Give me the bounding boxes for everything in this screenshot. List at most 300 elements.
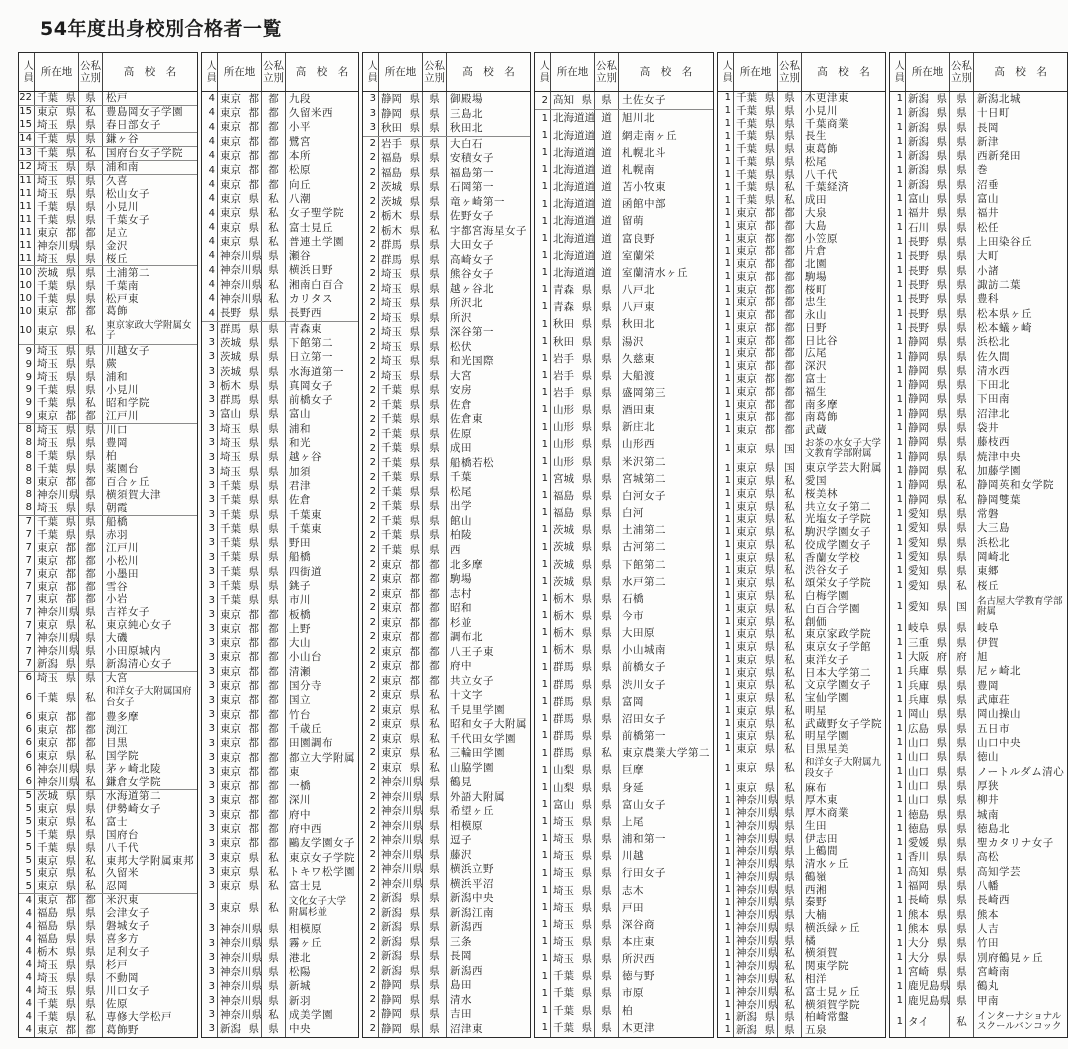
table-row [718, 411, 885, 424]
row-count: 4 [202, 206, 218, 220]
row-school: 東葛飾 [805, 143, 838, 156]
row-school: 明星学園 [805, 730, 849, 743]
row-count: 2 [363, 645, 379, 660]
row-prefecture: 埼玉 [381, 268, 402, 281]
row-type: 都 [79, 593, 103, 606]
row-location [906, 564, 950, 578]
row-type: 都 [262, 178, 286, 192]
row-prefecture: 岩手 [381, 137, 402, 150]
table-row [19, 502, 197, 515]
table-row [19, 92, 197, 105]
row-prefecture-suffix: 道 [584, 181, 595, 194]
row-count: 3 [202, 465, 218, 479]
row-count: 3 [363, 121, 379, 136]
row-school: 伊賀 [977, 636, 999, 649]
row-school: 宮城第二 [622, 472, 666, 485]
row-type: 県 [778, 820, 802, 833]
row-count: 3 [202, 1022, 218, 1036]
row-school: 富山 [977, 193, 999, 206]
row-location [734, 1024, 778, 1037]
row-school: 文化女子大学附属杉並 [289, 896, 347, 918]
row-count: 3 [363, 107, 379, 122]
row-type: 県 [950, 164, 974, 178]
row-prefecture: 千葉 [37, 397, 58, 410]
row-type: 県 [595, 968, 619, 985]
row-count: 3 [202, 765, 218, 779]
row-prefecture-suffix: 県 [65, 933, 76, 946]
row-location [734, 603, 778, 616]
row-prefecture: 秋田 [553, 335, 574, 348]
table-row [202, 679, 358, 693]
table-row [890, 335, 1067, 349]
row-prefecture: 静岡 [908, 336, 929, 349]
row-school: 大宮 [106, 672, 128, 685]
row-count: 4 [202, 135, 218, 149]
table-row [535, 230, 713, 247]
row-location [379, 456, 423, 471]
row-school: 岐阜 [977, 622, 999, 635]
row-school: 湘南白百合 [289, 278, 344, 291]
row-type: 県 [950, 894, 974, 908]
row-type: 県 [423, 311, 447, 326]
row-prefecture: 東京 [220, 207, 241, 220]
table-row [363, 485, 530, 500]
table-row [890, 378, 1067, 392]
row-location [906, 407, 950, 421]
header-school: 高 校 名 [639, 65, 693, 78]
row-prefecture-suffix: 県 [936, 450, 947, 463]
row-count: 1 [890, 264, 906, 278]
row-prefecture: 愛知 [908, 601, 929, 613]
table-row [363, 121, 530, 136]
row-type: 私 [79, 106, 103, 119]
row-count: 1 [890, 679, 906, 693]
row-prefecture: 岩手 [553, 386, 574, 399]
row-type: 県 [262, 922, 286, 936]
row-location [551, 539, 595, 556]
row-school: 新潟北城 [977, 92, 1021, 105]
row-prefecture: 神奈川 [220, 980, 252, 993]
row-type: 県 [423, 180, 447, 195]
row-prefecture: 東京 [220, 121, 241, 134]
row-count: 1 [890, 292, 906, 306]
row-prefecture-suffix: 県 [65, 946, 76, 959]
row-school: 佐原 [106, 998, 128, 1011]
row-location [551, 608, 595, 625]
row-type: 都 [423, 572, 447, 587]
row-school: 柏 [622, 1004, 633, 1017]
table-row [363, 528, 530, 543]
row-school: 網走南ヶ丘 [622, 129, 677, 142]
table-row [890, 965, 1067, 979]
row-prefecture: 新潟 [908, 164, 929, 177]
header-location: 所在地 [734, 53, 778, 91]
table-row [19, 737, 197, 750]
row-count: 2 [363, 485, 379, 500]
row-location [906, 622, 950, 636]
row-prefecture: 千葉 [736, 181, 757, 194]
row-count: 4 [202, 306, 218, 320]
row-prefecture-suffix: 県 [581, 661, 592, 674]
row-prefecture-suffix: 県 [65, 515, 76, 528]
row-count: 1 [718, 947, 734, 960]
row-type: 県 [950, 836, 974, 850]
row-type: 県 [778, 884, 802, 897]
row-school: 沼田女子 [622, 712, 666, 725]
row-prefecture-suffix: 県 [65, 292, 76, 305]
row-prefecture-suffix: 都 [764, 347, 775, 360]
row-location [218, 178, 262, 192]
table-row [890, 779, 1067, 793]
table-row [19, 344, 197, 358]
row-prefecture-suffix: 県 [409, 326, 420, 339]
row-location [218, 365, 262, 379]
row-type: 都 [423, 616, 447, 631]
row-location [35, 580, 79, 593]
row-type: 私 [778, 641, 802, 654]
row-prefecture: 福島 [553, 489, 574, 502]
row-location [35, 345, 79, 358]
row-prefecture-suffix: 都 [409, 645, 420, 658]
row-count: 1 [890, 178, 906, 192]
row-school: 長岡 [450, 950, 472, 963]
row-prefecture: 埼玉 [220, 422, 241, 435]
header-type: 公私立別 [423, 53, 447, 91]
row-location [379, 949, 423, 964]
row-school: 小笠原 [805, 232, 838, 245]
row-type: 都 [79, 567, 103, 580]
row-type: 県 [950, 421, 974, 435]
row-type: 県 [950, 278, 974, 292]
row-prefecture-suffix: 県 [65, 119, 76, 132]
row-prefecture-suffix: 都 [764, 309, 775, 322]
row-school: 北園 [805, 258, 827, 271]
row-prefecture: 東京 [736, 232, 757, 245]
row-type: 都 [778, 411, 802, 424]
row-prefecture-suffix: 県 [581, 94, 592, 107]
table-row [890, 836, 1067, 850]
row-type: 都 [262, 779, 286, 793]
row-school: 深谷商 [622, 918, 655, 931]
row-location [35, 133, 79, 146]
row-school: 白百合学園 [805, 602, 860, 615]
row-count: 8 [19, 476, 35, 489]
row-location [551, 745, 595, 762]
row-type: 県 [950, 207, 974, 221]
row-school: 志木 [622, 884, 644, 897]
row-location [906, 135, 950, 149]
row-type: 県 [423, 848, 447, 863]
row-school: 松原 [289, 164, 311, 177]
row-prefecture-suffix: 県 [409, 369, 420, 382]
row-prefecture-suffix: 県 [409, 456, 420, 469]
row-prefecture: 神奈川 [736, 845, 768, 858]
row-prefecture-suffix: 県 [65, 528, 76, 541]
row-prefecture-suffix: 県 [767, 960, 778, 973]
row-prefecture-suffix: 県 [936, 522, 947, 535]
row-school: 船橋若松 [450, 456, 494, 469]
row-location [35, 161, 79, 174]
row-school: 小平 [289, 121, 311, 134]
row-prefecture: 埼玉 [381, 326, 402, 339]
row-type: 都 [262, 665, 286, 679]
row-location [551, 728, 595, 745]
row-location [906, 908, 950, 922]
row-location [551, 762, 595, 779]
row-type: 県 [423, 1007, 447, 1022]
row-school: 目黒星美 [805, 743, 849, 756]
row-prefecture-suffix: 県 [936, 207, 947, 220]
table-row [19, 907, 197, 920]
row-count: 1 [718, 743, 734, 756]
row-school: 長崎西 [977, 894, 1010, 907]
row-prefecture: 東京 [381, 732, 402, 745]
row-school: 千葉 [450, 471, 472, 484]
row-prefecture-suffix: 県 [248, 594, 259, 607]
row-location [734, 271, 778, 284]
row-location [379, 369, 423, 384]
table-row [363, 209, 530, 224]
row-prefecture: 新潟 [37, 658, 58, 671]
row-school: 西 [450, 543, 461, 556]
row-school: 鶴嶺 [805, 870, 827, 883]
row-school: 真岡女子 [289, 379, 333, 392]
table-row [535, 951, 713, 968]
row-location [551, 470, 595, 487]
row-count: 3 [202, 508, 218, 522]
row-type: 私 [423, 732, 447, 747]
row-school: 三輪田学園 [450, 747, 505, 760]
row-prefecture-suffix: 県 [409, 166, 420, 179]
row-type: 県 [778, 922, 802, 935]
row-school: 水海道第二 [106, 789, 161, 802]
table-row [19, 174, 197, 188]
row-prefecture: 栃木 [553, 627, 574, 640]
row-school: 日比谷 [805, 334, 838, 347]
row-school: 清水西 [977, 364, 1010, 377]
header-count: 人員 [19, 53, 35, 91]
row-location [35, 790, 79, 803]
row-school: 昭和 [450, 602, 472, 615]
table-row [535, 608, 713, 625]
row-count: 1 [535, 865, 551, 882]
row-location [218, 808, 262, 822]
row-count: 3 [202, 994, 218, 1008]
table-row [363, 1007, 530, 1022]
row-location [35, 318, 79, 344]
table-row [202, 235, 358, 249]
row-school: 十文字 [450, 689, 483, 702]
row-prefecture: 東京 [37, 802, 58, 815]
row-location [35, 450, 79, 463]
row-school: 千葉商業 [805, 117, 849, 130]
row-location [734, 232, 778, 245]
row-type: 県 [262, 450, 286, 464]
row-type: 県 [423, 993, 447, 1008]
row-prefecture: 千葉 [381, 485, 402, 498]
row-location [218, 264, 262, 278]
row-school: 大泉 [805, 207, 827, 220]
row-type: 私 [778, 488, 802, 501]
row-location [218, 951, 262, 965]
row-school: 加須 [289, 465, 311, 478]
table-row [363, 949, 530, 964]
row-school: 前橋女子 [622, 661, 666, 674]
row-type: 都 [262, 808, 286, 822]
row-type: 都 [262, 708, 286, 722]
table-row [535, 831, 713, 848]
table-header [535, 53, 713, 92]
row-count: 1 [718, 845, 734, 858]
table-row [19, 265, 197, 279]
row-school: 東郷 [977, 565, 999, 578]
table-row [890, 536, 1067, 550]
row-count: 6 [19, 672, 35, 685]
row-school: 都立大学附属 [289, 751, 355, 764]
table-row [202, 808, 358, 822]
row-location [551, 92, 595, 109]
row-school: ノートルダム清心 [977, 765, 1065, 778]
row-school: 駒沢学園女子 [805, 526, 871, 539]
row-prefecture: 東京 [37, 554, 58, 567]
row-school: 鎌倉女学院 [106, 775, 161, 788]
row-count: 2 [363, 166, 379, 181]
row-prefecture-suffix: 県 [248, 192, 259, 205]
row-type: 県 [595, 676, 619, 693]
row-location [551, 779, 595, 796]
row-prefecture: 愛知 [908, 507, 929, 520]
row-count: 1 [718, 692, 734, 705]
row-type: 県 [79, 528, 103, 541]
row-type: 県 [950, 536, 974, 550]
row-count: 1 [890, 321, 906, 335]
row-prefecture: 山口 [908, 794, 929, 807]
row-location [35, 516, 79, 529]
table-row [718, 807, 885, 820]
row-school: 逗子 [450, 834, 472, 847]
table-row [718, 283, 885, 296]
row-location [551, 368, 595, 385]
row-count: 1 [890, 393, 906, 407]
row-type: 県 [595, 436, 619, 453]
row-location [218, 163, 262, 177]
row-prefecture: 大分 [908, 937, 929, 950]
row-school: 盛岡第三 [622, 386, 666, 399]
header-school: 高 校 名 [817, 65, 870, 78]
row-prefecture-suffix: 県 [764, 602, 775, 615]
row-count: 1 [718, 488, 734, 501]
row-type: 都 [778, 232, 802, 245]
row-count: 1 [890, 836, 906, 850]
row-count: 3 [202, 622, 218, 636]
row-school: 松山女子 [106, 187, 150, 200]
row-prefecture: 東京 [37, 724, 58, 736]
row-type: 県 [950, 450, 974, 464]
row-count: 8 [19, 424, 35, 437]
row-count: 1 [890, 665, 906, 679]
row-count: 1 [718, 896, 734, 909]
row-prefecture-suffix: 県 [65, 345, 76, 358]
row-prefecture: 東京 [220, 192, 241, 205]
row-prefecture-suffix: 県 [936, 121, 947, 134]
table-row [890, 507, 1067, 521]
table-row [718, 398, 885, 411]
row-prefecture: 山口 [908, 765, 929, 778]
row-location [379, 340, 423, 355]
row-count: 1 [718, 335, 734, 348]
row-prefecture-suffix: 都 [764, 372, 775, 385]
row-school: 土佐女子 [622, 94, 666, 107]
row-count: 2 [363, 688, 379, 703]
row-school: 浜松北 [977, 536, 1010, 549]
row-location [218, 436, 262, 450]
row-prefecture-suffix: 県 [581, 884, 592, 897]
row-prefecture-suffix: 県 [65, 1010, 76, 1023]
row-prefecture-suffix: 県 [767, 883, 778, 896]
row-type: 県 [950, 979, 974, 993]
table-row [535, 968, 713, 985]
row-prefecture-suffix: 県 [764, 692, 775, 705]
row-count: 1 [535, 265, 551, 282]
row-type: 私 [778, 756, 802, 782]
row-school: 柳井 [977, 794, 999, 807]
row-prefecture: 東京 [736, 207, 757, 220]
row-prefecture-suffix: 道 [584, 198, 595, 211]
row-prefecture: 石川 [908, 221, 929, 234]
table-row [718, 756, 885, 782]
row-location [551, 625, 595, 642]
row-school: 和光 [289, 437, 311, 450]
row-type: 県 [79, 424, 103, 437]
row-count: 1 [890, 979, 906, 993]
table-row [363, 920, 530, 935]
row-type: 私 [262, 278, 286, 292]
row-school: 身延 [622, 781, 644, 794]
row-prefecture-suffix: 都 [764, 245, 775, 258]
row-location [734, 718, 778, 731]
row-prefecture: 東京 [220, 680, 241, 693]
row-location [35, 119, 79, 132]
row-prefecture-suffix: 県 [65, 802, 76, 815]
row-type: 県 [595, 385, 619, 402]
row-prefecture: 東京 [736, 411, 757, 424]
table-row [890, 235, 1067, 249]
table-row [535, 247, 713, 264]
row-prefecture-suffix: 県 [581, 781, 592, 794]
row-location [551, 1002, 595, 1019]
row-prefecture-suffix: 道 [584, 266, 595, 279]
table-row [363, 195, 530, 210]
row-prefecture: 千葉 [736, 143, 757, 156]
row-location [218, 1008, 262, 1022]
row-prefecture: 千葉 [220, 494, 241, 507]
row-prefecture: 東京 [37, 567, 58, 580]
row-school: 厚狭 [977, 779, 999, 792]
row-count: 3 [202, 551, 218, 565]
row-location [906, 693, 950, 707]
table-row [718, 552, 885, 565]
row-prefecture-suffix: 県 [581, 558, 592, 571]
row-school: 旭川北 [622, 112, 655, 125]
table-row [19, 188, 197, 201]
table-row [363, 253, 530, 268]
row-school: 深川 [289, 794, 311, 807]
row-type: 私 [778, 666, 802, 679]
row-location [35, 424, 79, 437]
row-school: 橘 [805, 934, 816, 947]
row-type: 県 [950, 722, 974, 736]
row-count: 1 [890, 922, 906, 936]
